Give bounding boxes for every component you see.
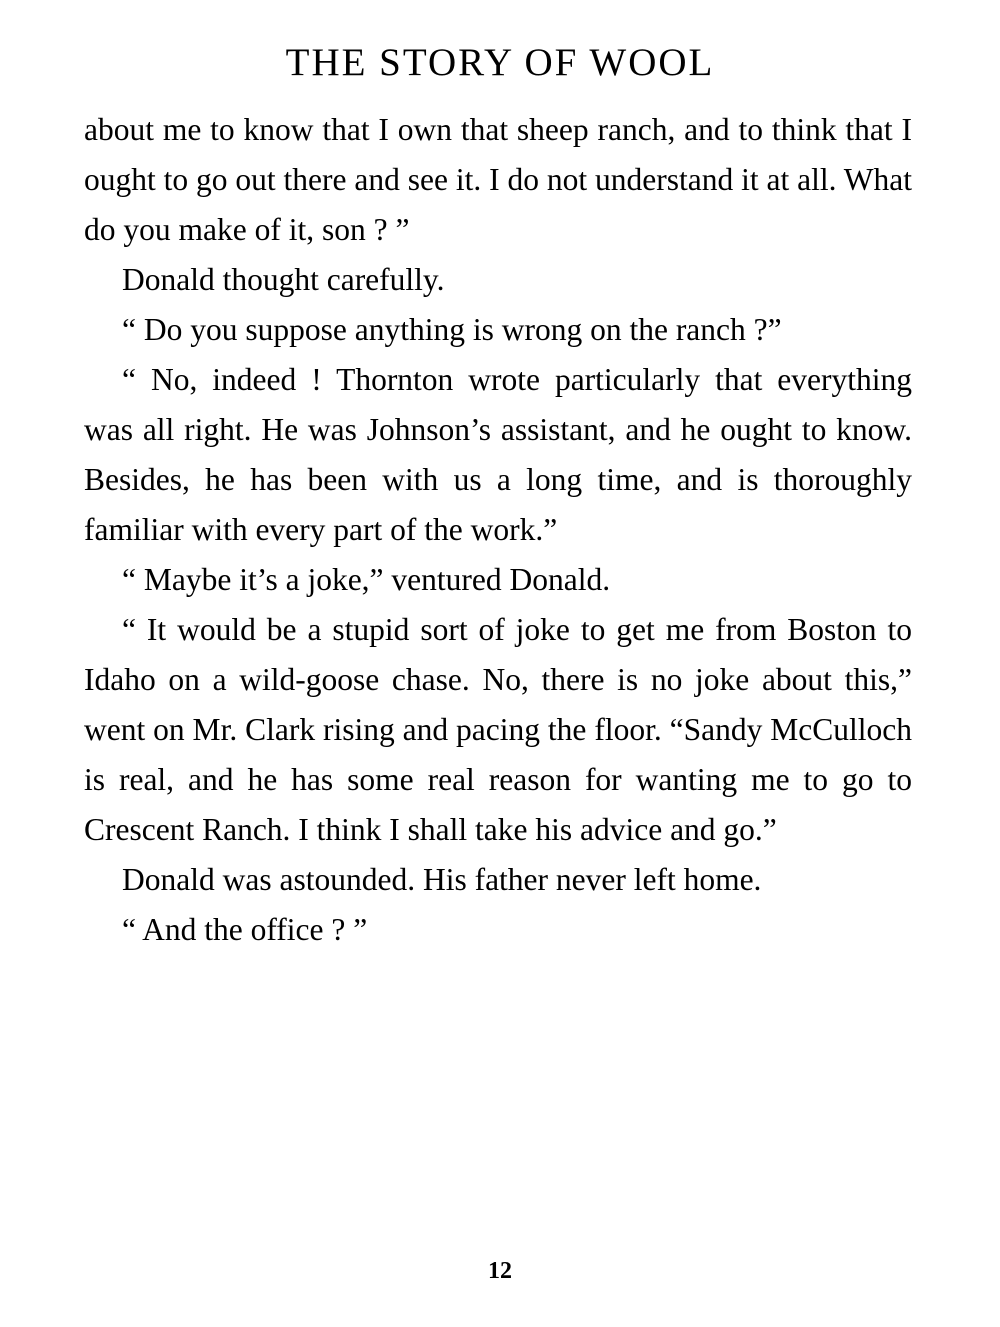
paragraph: “ It would be a stupid sort of joke to get me from Boston to Idaho on a wild-goose chase. No, there is no joke about this,” went on Mr. Clark rising and pacing the floor. “Sandy McCulloch is real, and he has some real reason for wanting me to go to Crescent Ranch. I think I shall take his advice and go.” [84, 612, 912, 847]
paragraph: Donald thought carefully. [122, 262, 445, 297]
paragraph: “ Maybe it’s a joke,” ventured Donald. [122, 562, 611, 597]
running-head: THE STORY OF WOOL [285, 41, 715, 84]
paragraph: Donald was astounded. His father never left home. [122, 862, 762, 897]
paragraph: “ No, indeed ! Thornton wrote particularly that everything was all right. He was Johnson’s assistant, and he ought to know. Besides, he has been with us a long time, and is thoroughly familiar with every part of the work.” [84, 362, 912, 547]
paragraph: “ And the office ? ” [122, 912, 368, 947]
body-text [84, 105, 912, 955]
page-number: 12 [488, 1258, 512, 1284]
paragraph: “ Do you suppose anything is wrong on the ranch ?” [122, 312, 782, 347]
paragraph-continued: about me to know that I own that sheep ranch, and to think that I ought to go out there and see it. I do not understand it at all. What do you make of it, son ? ” [84, 112, 912, 247]
